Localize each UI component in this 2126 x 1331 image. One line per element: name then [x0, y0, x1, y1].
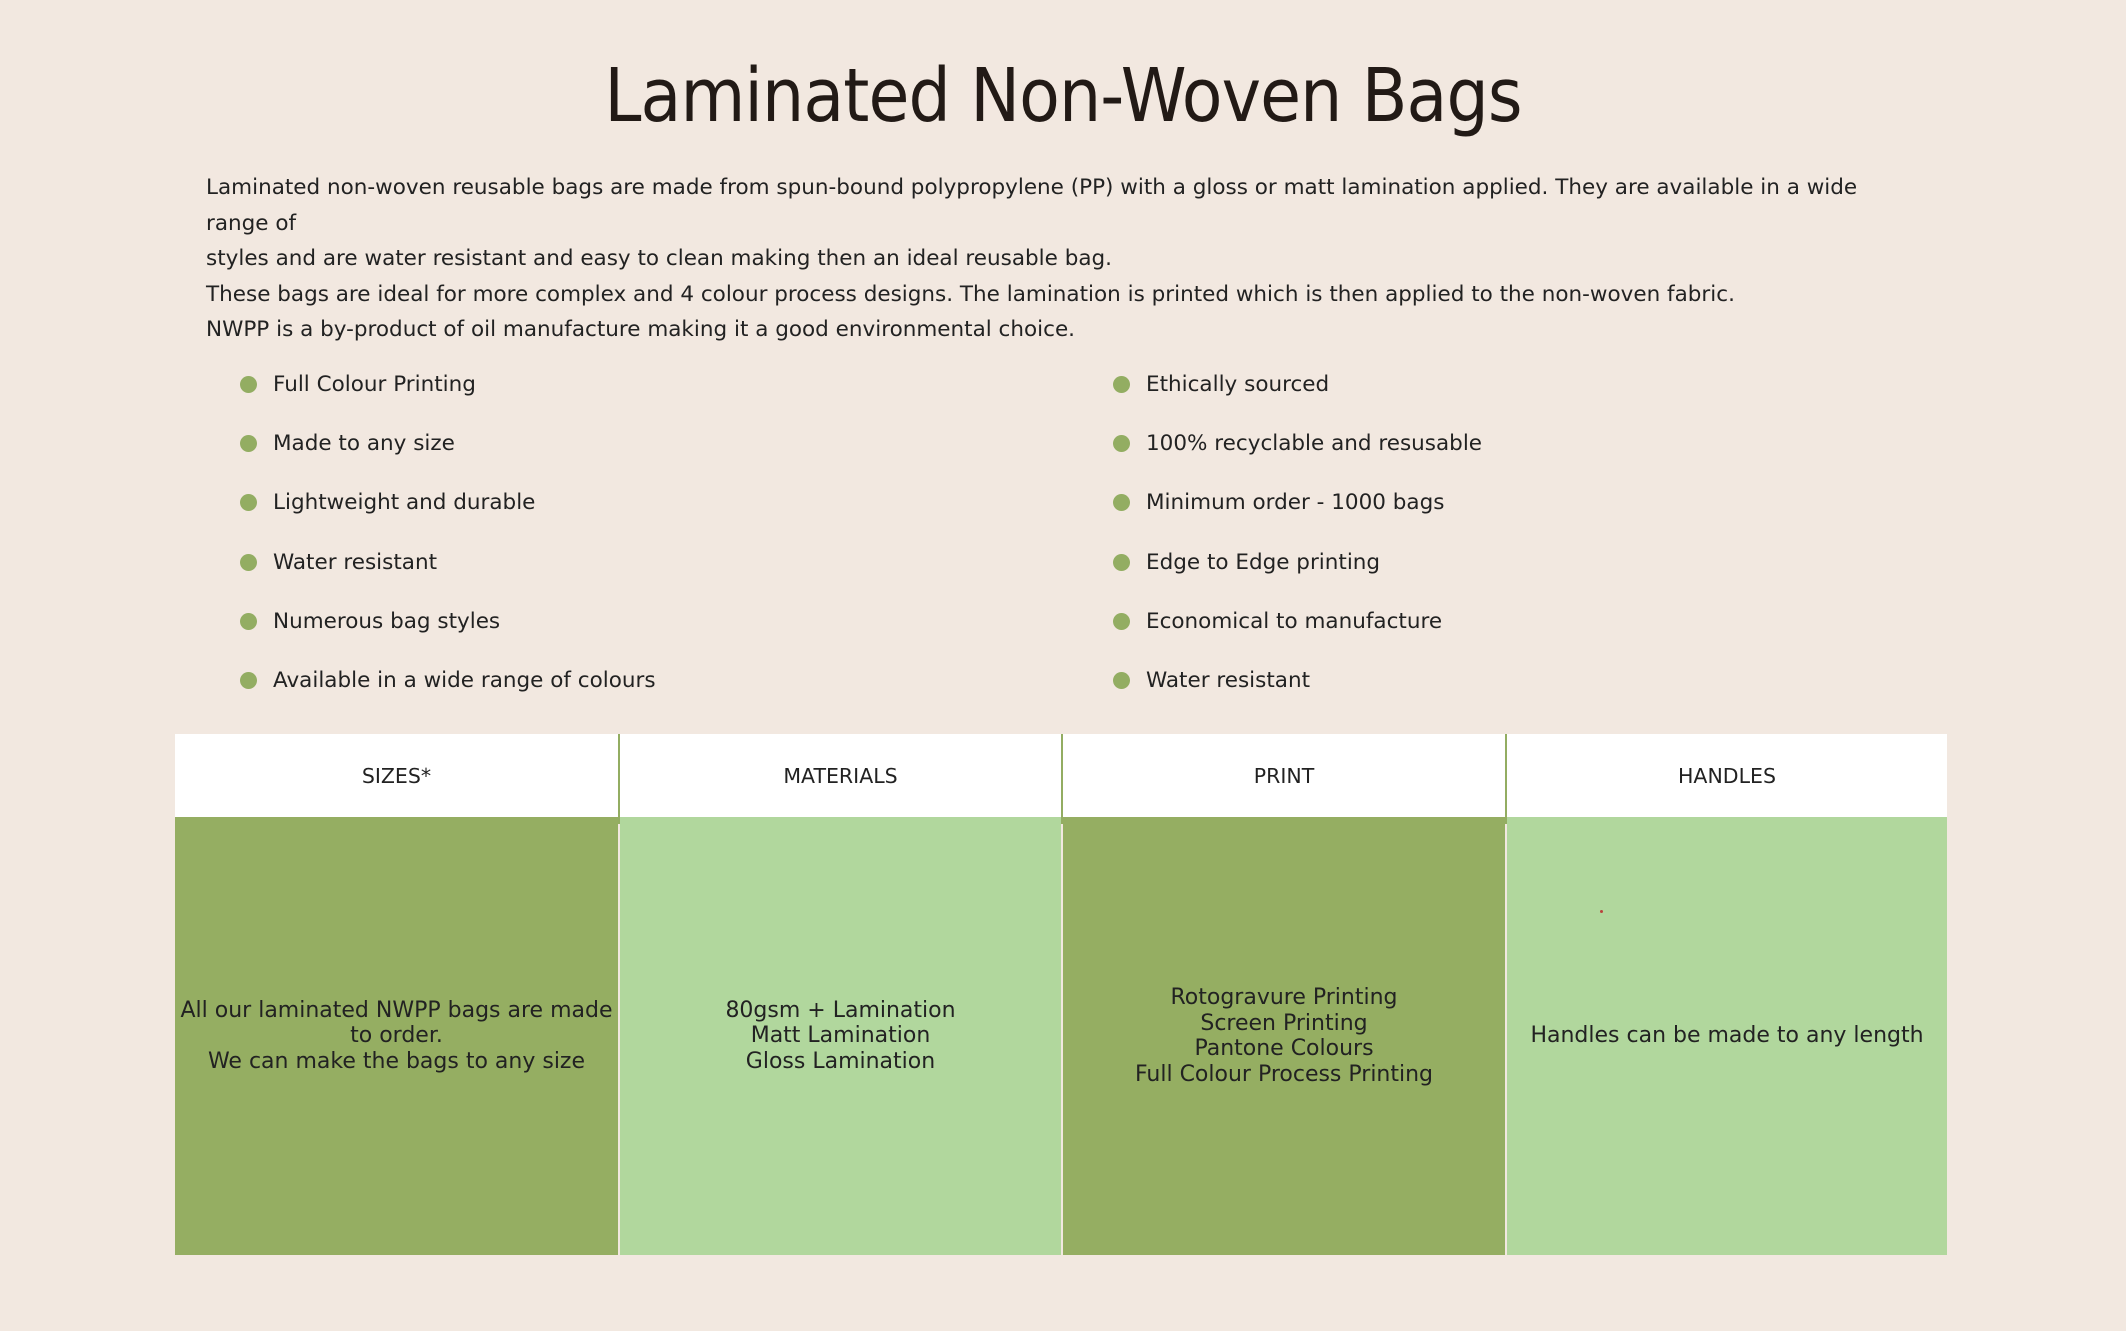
- feature-label: Made to any size: [273, 431, 455, 457]
- feature-item: [240, 592, 656, 651]
- feature-label: Economical to manufacture: [1146, 608, 1443, 634]
- bullet-icon: [1113, 376, 1130, 393]
- bullet-icon: [240, 554, 257, 571]
- handles-column: [1507, 734, 1947, 1255]
- materials-line: Gloss Lamination: [745, 1048, 936, 1074]
- intro-text: [206, 170, 1926, 348]
- feature-item: [240, 355, 656, 414]
- feature-list-right: [1113, 355, 1482, 710]
- materials-body: [620, 817, 1061, 1255]
- bullet-icon: [1113, 494, 1130, 511]
- print-header: PRINT: [1063, 734, 1505, 817]
- sizes-line: We can make the bags to any size: [207, 1048, 586, 1074]
- bullet-icon: [240, 376, 257, 393]
- intro-line: styles and are water resistant and easy to clean making then an ideal reusable bag.: [206, 246, 1113, 271]
- sizes-line: to order.: [350, 1023, 443, 1049]
- bullet-icon: [1113, 435, 1130, 452]
- feature-item: [1113, 414, 1482, 473]
- intro-line: These bags are ideal for more complex and 4 colour process designs. The lamination is printed which is then applied to the non-woven fabric.: [206, 281, 1735, 307]
- feature-item: [1113, 533, 1482, 592]
- intro-line: NWPP is a by-product of oil manufacture making it a good environmental choice.: [206, 317, 1076, 342]
- sizes-column: [175, 734, 618, 1255]
- handles-body: [1507, 817, 1947, 1255]
- feature-label: Water resistant: [1146, 668, 1311, 694]
- bullet-icon: [240, 613, 257, 630]
- handles-header: HANDLES: [1507, 734, 1947, 817]
- handles-line: Handles can be made to any length: [1530, 1023, 1924, 1049]
- feature-label: Water resistant: [273, 549, 438, 575]
- feature-item: [1113, 592, 1482, 651]
- sizes-body: [175, 817, 618, 1255]
- feature-item: [1113, 651, 1482, 710]
- materials-column: [620, 734, 1061, 1255]
- feature-label: 100% recyclable and resusable: [1146, 431, 1483, 457]
- column-divider: [618, 734, 620, 824]
- spec-table: [175, 734, 1947, 1255]
- materials-line: 80gsm + Lamination: [725, 997, 956, 1023]
- feature-item: [240, 533, 656, 592]
- column-divider: [1505, 734, 1507, 824]
- bullet-icon: [240, 435, 257, 452]
- feature-label: Minimum order - 1000 bags: [1146, 490, 1445, 516]
- print-body: [1063, 817, 1505, 1255]
- print-line: Pantone Colours: [1194, 1036, 1374, 1061]
- print-line: Rotogravure Printing: [1170, 985, 1398, 1010]
- intro-line: Laminated non-woven reusable bags are made from spun-bound polypropylene (PP) with a gloss or matt lamination applied. They are available in a wide range of: [206, 175, 1858, 236]
- feature-label: Lightweight and durable: [273, 490, 536, 516]
- stray-dot: [1600, 910, 1603, 913]
- feature-label: Ethically sourced: [1146, 372, 1330, 398]
- sizes-header: SIZES*: [175, 734, 618, 817]
- page-title: Laminated Non-Woven Bags: [604, 53, 1522, 139]
- print-line: Full Colour Process Printing: [1134, 1061, 1434, 1087]
- print-column: [1063, 734, 1505, 1255]
- feature-lists: [0, 355, 2126, 715]
- materials-line: Matt Lamination: [750, 1023, 931, 1049]
- feature-item: [240, 414, 656, 473]
- feature-item: [1113, 355, 1482, 414]
- bullet-icon: [1113, 613, 1130, 630]
- feature-list-left: [240, 355, 656, 710]
- feature-label: Full Colour Printing: [273, 372, 476, 398]
- feature-label: Numerous bag styles: [273, 608, 501, 634]
- column-divider: [1061, 734, 1063, 824]
- bullet-icon: [240, 672, 257, 689]
- sizes-line: All our laminated NWPP bags are made: [180, 997, 613, 1023]
- bullet-icon: [240, 494, 257, 511]
- feature-label: Edge to Edge printing: [1146, 549, 1381, 575]
- feature-item: [240, 473, 656, 532]
- print-line: Screen Printing: [1200, 1010, 1368, 1036]
- feature-item: [240, 651, 656, 710]
- feature-label: Available in a wide range of colours: [273, 668, 656, 694]
- feature-item: [1113, 473, 1482, 532]
- materials-header: MATERIALS: [620, 734, 1061, 817]
- bullet-icon: [1113, 554, 1130, 571]
- bullet-icon: [1113, 672, 1130, 689]
